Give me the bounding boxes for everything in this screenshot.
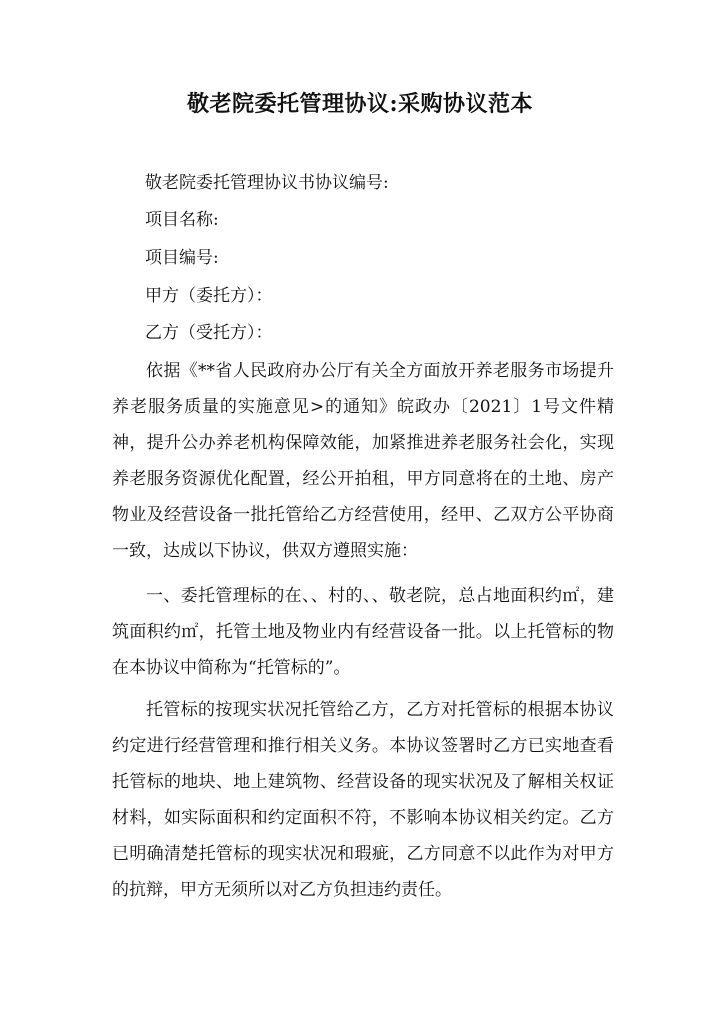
project-number-label: 项目编号:: [145, 248, 219, 268]
document-title: 敬老院委托管理协议:采购协议范本: [186, 91, 534, 117]
agreement-number-label: 敬老院委托管理协议书协议编号:: [145, 173, 389, 193]
basis-paragraph: 依据《**省人民政府办公厅有关全方面放开养老服务市场提升养老服务质量的实施意见>的通知》皖政办〔2021〕1号文件精神，提升公办养老机构保障效能，加紧推进养老服务社会化，实现养老服务资源优化配置，经公开拍租，甲方同意将在的土地、房产物业及经营设备一批托管给乙方经营使用，经甲、乙双方公平协商一致，达成以下协议，供双方遵照实施：: [112, 361, 614, 561]
managed-object-paragraph: 托管标的按现实状况托管给乙方，乙方对托管标的根据本协议约定进行经营管理和推行相关义务。本协议签署时乙方已实地查看托管标的地块、地上建筑物、经营设备的现实状况及了解相关权证材料，如实际面积和约定面积不符，不影响本协议相关约定。乙方已明确清楚托管标的现实状况和瑕疵，乙方同意不以此作为对甲方的抗辩，甲方无须所以对乙方负担违约责任。: [112, 700, 614, 900]
party-b-label: 乙方（受托方）：: [145, 323, 273, 343]
clause-one-paragraph: 一、委托管理标的在、、村的、、敬老院，总占地面积约㎡，建筑面积约㎡，托管土地及物业内有经营设备一批。以上托管标的物在本协议中简称为“托管标的”。: [112, 586, 614, 678]
party-a-label: 甲方（委托方）：: [145, 286, 273, 306]
project-name-label: 项目名称:: [145, 210, 219, 230]
